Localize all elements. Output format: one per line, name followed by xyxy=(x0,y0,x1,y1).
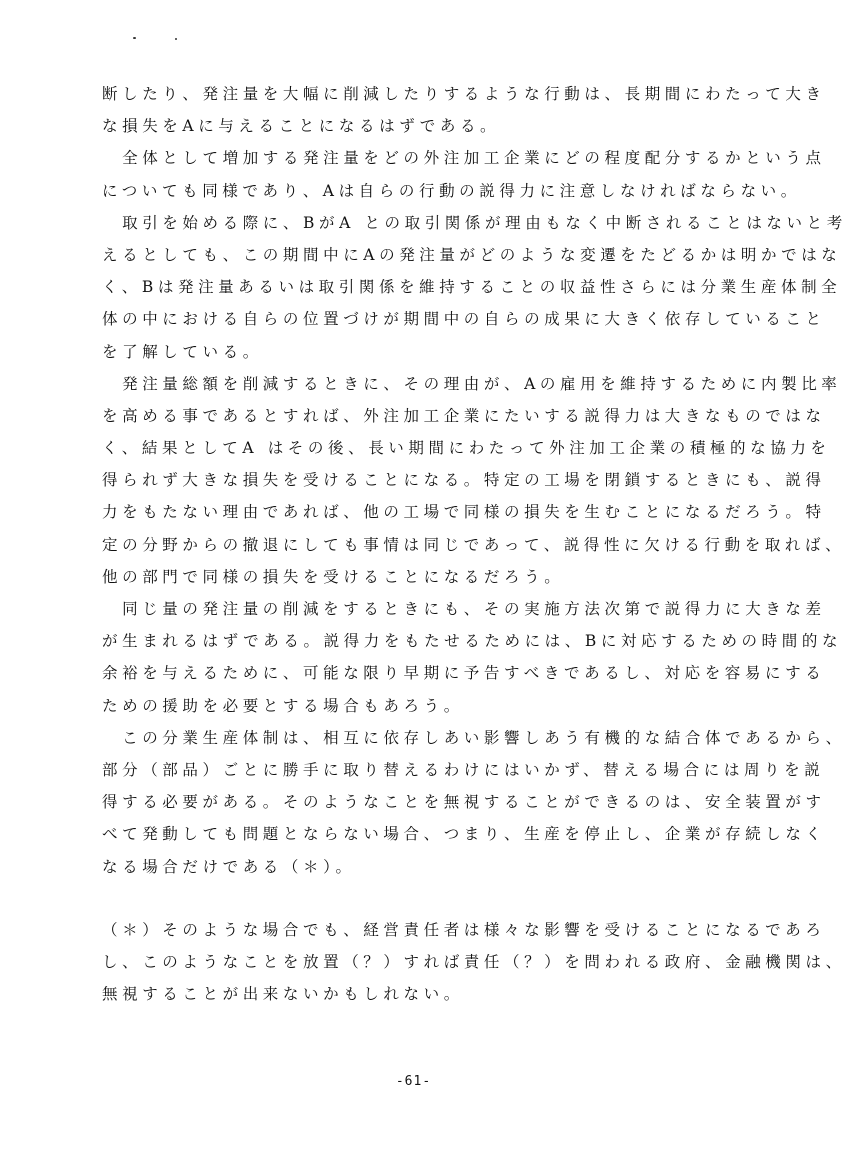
body-text xyxy=(102,78,847,883)
body-line: を高める事であるとすれば、外注加工企業にたいする説得力は大きなものではな xyxy=(102,406,826,425)
body-line: 同じ量の発注量の削減をするときにも、その実施方法次第で説得力に大きな差 xyxy=(102,600,826,618)
body-line: 力をもたない理由であれば、他の工場で同様の損失を生むことになるだろう。特 xyxy=(102,503,826,522)
body-line: 余裕を与えるために、可能な限り早期に予告すべきであるし、対応を容易にする xyxy=(102,664,826,683)
footnote-line: し、このようなことを放置（？）すれば責任（？）を問われる政府、金融機関は、 xyxy=(102,953,846,972)
body-line: 定の分野からの撤退にしても事情は同じであって、説得性に欠ける行動を取れば、 xyxy=(102,535,846,554)
body-line: についても同様であり、Aは自らの行動の説得力に注意しなければならない。 xyxy=(102,181,801,200)
body-line: べて発動しても問題とならない場合、つまり、生産を停止し、企業が存続しなく xyxy=(102,825,826,844)
body-line: く、Bは発注量あるいは取引関係を維持することの収益性さらには分業生産体制全 xyxy=(102,278,842,297)
body-line: 他の部門で同様の損失を受けることになるだろう。 xyxy=(102,567,565,586)
body-line: が生まれるはずである。説得力をもたせるためには、Bに対応するための時間的な xyxy=(102,632,843,651)
footnote-line: 無視することが出来ないかもしれない。 xyxy=(102,985,464,1004)
body-line: く、結果としてA はその後、長い期間にわたって外注加工企業の積極的な協力を xyxy=(102,439,831,458)
scan-speck xyxy=(133,37,136,39)
body-line: ための援助を必要とする場合もあろう。 xyxy=(102,696,464,715)
body-line: この分業生産体制は、相互に依存しあい影響しあう有機的な結合体であるから、 xyxy=(102,728,846,747)
body-line: えるとしても、この期間中にAの発注量がどのような変遷をたどるかは明かではな xyxy=(102,245,842,264)
body-line: 発注量総額を削減するときに、その理由が、Aの雇用を維持するために内製比率 xyxy=(102,374,842,393)
body-line: 取引を始める際に、BがA との取引関係が理由もなく中断されることはないと考 xyxy=(102,213,847,232)
body-line: 得する必要がある。そのようなことを無視することができるのは、安全装置がす xyxy=(102,793,826,812)
body-line: 得られず大きな損失を受けることになる。特定の工場を閉鎖するときにも、説得 xyxy=(102,471,826,490)
body-line: 部分（部品）ごとに勝手に取り替えるわけにはいかず、替える場合には周りを説 xyxy=(102,760,825,779)
footnote-line: （＊）そのような場合でも、経営責任者は様々な影響を受けることになるであろ xyxy=(102,921,826,939)
body-line: 全体として増加する発注量をどの外注加工企業にどの程度配分するかという点 xyxy=(102,149,826,168)
body-line: を了解している。 xyxy=(102,342,263,361)
footnote xyxy=(102,914,846,1011)
scan-speck xyxy=(175,38,177,40)
body-line: 断したり、発注量を大幅に削減したりするような行動は、長期間にわたって大き xyxy=(102,85,826,103)
body-line: 体の中における自らの位置づけが期間中の自らの成果に大きく依存していること xyxy=(102,310,826,329)
body-line: なる場合だけである（＊）。 xyxy=(102,857,356,876)
page-number: -61- xyxy=(395,1074,432,1089)
body-line: な損失をAに与えることになるはずである。 xyxy=(102,117,501,136)
